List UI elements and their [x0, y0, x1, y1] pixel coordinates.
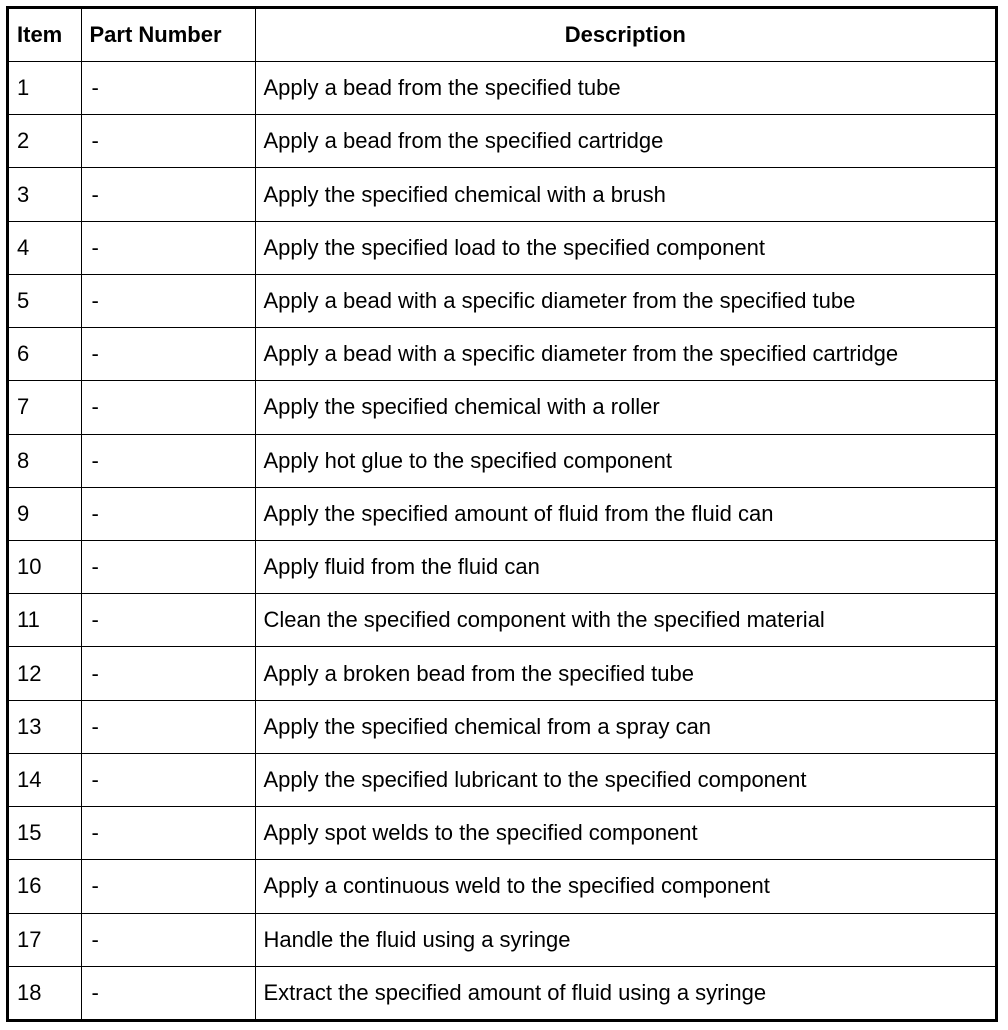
description-cell: Apply fluid from the fluid can — [255, 540, 995, 593]
part-number-cell: - — [81, 487, 255, 540]
table-row — [9, 487, 995, 540]
table-body — [9, 62, 995, 1020]
description-cell: Apply spot welds to the specified component — [255, 807, 995, 860]
item-number-cell: 4 — [9, 221, 81, 274]
part-number-cell: - — [81, 168, 255, 221]
table-row — [9, 700, 995, 753]
item-number-cell: 11 — [9, 594, 81, 647]
description-cell: Apply the specified load to the specified component — [255, 221, 995, 274]
part-number-cell: - — [81, 381, 255, 434]
symbol-legend-table — [9, 9, 995, 1019]
item-number-cell: 15 — [9, 807, 81, 860]
description-cell: Apply the specified chemical from a spray can — [255, 700, 995, 753]
table-row — [9, 913, 995, 966]
table-row — [9, 966, 995, 1019]
table-row — [9, 807, 995, 860]
symbol-legend-table-frame — [6, 6, 998, 1022]
item-number-cell: 6 — [9, 328, 81, 381]
part-number-cell: - — [81, 221, 255, 274]
description-cell: Apply a continuous weld to the specified component — [255, 860, 995, 913]
part-number-cell: - — [81, 913, 255, 966]
table-row — [9, 274, 995, 327]
column-header-item: Item — [9, 9, 81, 62]
item-number-cell: 5 — [9, 274, 81, 327]
item-number-cell: 16 — [9, 860, 81, 913]
table-row — [9, 647, 995, 700]
table-row — [9, 62, 995, 115]
item-number-cell: 17 — [9, 913, 81, 966]
part-number-cell: - — [81, 594, 255, 647]
table-row — [9, 168, 995, 221]
description-cell: Extract the specified amount of fluid using a syringe — [255, 966, 995, 1019]
part-number-cell: - — [81, 647, 255, 700]
part-number-cell: - — [81, 540, 255, 593]
item-number-cell: 12 — [9, 647, 81, 700]
table-row — [9, 221, 995, 274]
table-row — [9, 434, 995, 487]
table-row — [9, 540, 995, 593]
item-number-cell: 9 — [9, 487, 81, 540]
item-number-cell: 1 — [9, 62, 81, 115]
description-cell: Apply a bead with a specific diameter from the specified cartridge — [255, 328, 995, 381]
item-number-cell: 2 — [9, 115, 81, 168]
part-number-cell: - — [81, 62, 255, 115]
description-cell: Apply a broken bead from the specified tube — [255, 647, 995, 700]
item-number-cell: 3 — [9, 168, 81, 221]
part-number-cell: - — [81, 860, 255, 913]
table-row — [9, 328, 995, 381]
part-number-cell: - — [81, 115, 255, 168]
table-row — [9, 860, 995, 913]
table-row — [9, 115, 995, 168]
item-number-cell: 14 — [9, 753, 81, 806]
description-cell: Apply a bead with a specific diameter from the specified tube — [255, 274, 995, 327]
table-row — [9, 753, 995, 806]
item-number-cell: 10 — [9, 540, 81, 593]
table-row — [9, 381, 995, 434]
item-number-cell: 18 — [9, 966, 81, 1019]
item-number-cell: 13 — [9, 700, 81, 753]
description-cell: Apply the specified chemical with a roller — [255, 381, 995, 434]
description-cell: Apply a bead from the specified cartridge — [255, 115, 995, 168]
part-number-cell: - — [81, 328, 255, 381]
description-cell: Handle the fluid using a syringe — [255, 913, 995, 966]
table-header-row — [9, 9, 995, 62]
table-row — [9, 594, 995, 647]
part-number-cell: - — [81, 807, 255, 860]
part-number-cell: - — [81, 274, 255, 327]
part-number-cell: - — [81, 966, 255, 1019]
description-cell: Apply hot glue to the specified component — [255, 434, 995, 487]
part-number-cell: - — [81, 700, 255, 753]
column-header-description: Description — [255, 9, 995, 62]
description-cell: Apply the specified amount of fluid from the fluid can — [255, 487, 995, 540]
item-number-cell: 8 — [9, 434, 81, 487]
part-number-cell: - — [81, 434, 255, 487]
description-cell: Apply the specified chemical with a brush — [255, 168, 995, 221]
description-cell: Apply a bead from the specified tube — [255, 62, 995, 115]
description-cell: Apply the specified lubricant to the specified component — [255, 753, 995, 806]
description-cell: Clean the specified component with the specified material — [255, 594, 995, 647]
part-number-cell: - — [81, 753, 255, 806]
item-number-cell: 7 — [9, 381, 81, 434]
column-header-part-number: Part Number — [81, 9, 255, 62]
